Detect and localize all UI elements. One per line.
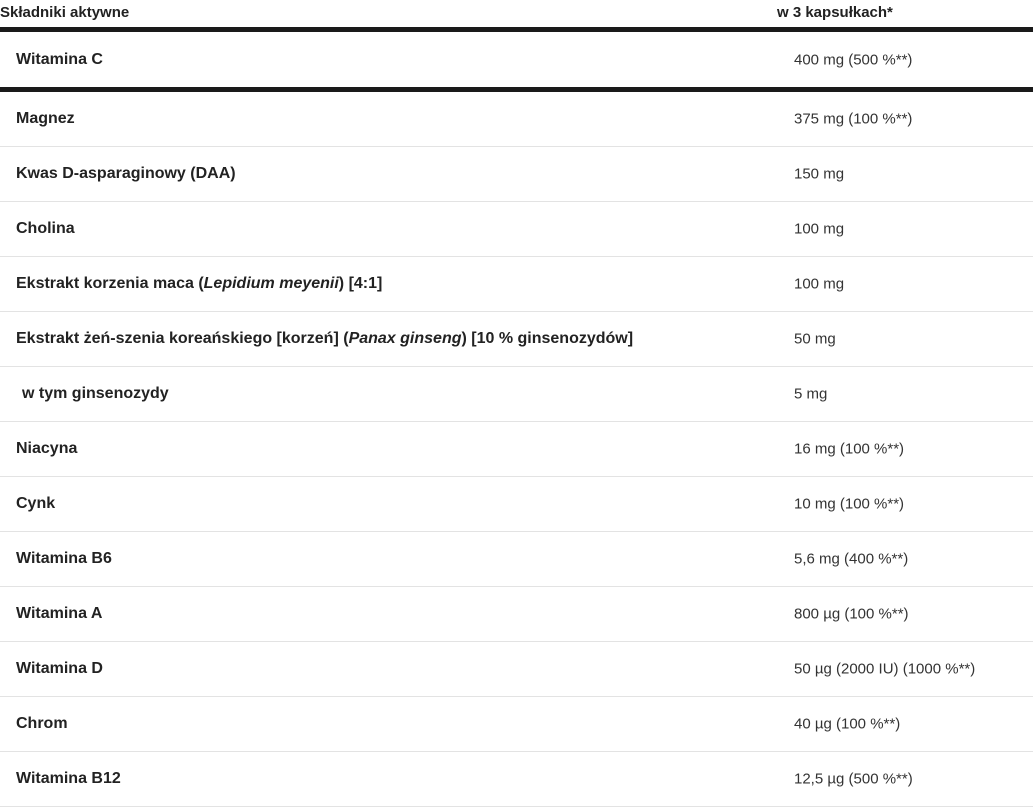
ingredient-amount: 800 µg (100 %**)	[794, 605, 909, 623]
ingredient-name: Magnez	[16, 110, 75, 127]
ingredient-latin-name: Panax ginseng	[348, 330, 462, 347]
ingredient-name: Cholina	[16, 220, 75, 237]
ingredient-amount: 150 mg	[794, 165, 845, 183]
table-row	[0, 367, 1033, 422]
ingredient-amount: 5,6 mg (400 %**)	[794, 550, 909, 568]
ingredient-name-part: Ekstrakt korzenia maca (	[16, 275, 204, 292]
ingredient-latin-name: Lepidium meyenii	[203, 275, 339, 292]
ingredient-amount: 100 mg	[794, 220, 845, 238]
table-row	[0, 257, 1033, 312]
ingredient-name: Chrom	[16, 715, 68, 732]
ingredient-amount: 375 mg (100 %**)	[794, 110, 913, 128]
table-row	[0, 312, 1033, 367]
table-row	[0, 532, 1033, 587]
ingredient-amount: 50 mg	[794, 330, 836, 348]
ingredient-name-part: Ekstrakt żeń-szenia koreańskiego [korzeń] (	[16, 330, 349, 347]
ingredient-amount: 50 µg (2000 IU) (1000 %**)	[794, 660, 976, 678]
ingredient-amount: 400 mg (500 %**)	[794, 51, 913, 68]
table-row	[0, 642, 1033, 697]
ingredient-name	[16, 275, 382, 293]
ingredient-name: Cynk	[16, 495, 56, 512]
ingredient-name: Witamina B12	[16, 770, 121, 787]
table-header-row	[0, 0, 1033, 32]
ingredient-amount: 12,5 µg (500 %**)	[794, 770, 913, 788]
table-row	[0, 92, 1033, 147]
ingredient-amount: 100 mg	[794, 275, 845, 293]
table-row	[0, 477, 1033, 532]
table-row	[0, 752, 1033, 807]
ingredient-name-part: ) [4:1]	[338, 275, 383, 292]
ingredient-name: Kwas D-asparaginowy (DAA)	[16, 165, 236, 182]
ingredient-name: Witamina C	[16, 50, 103, 68]
ingredient-amount: 40 µg (100 %**)	[794, 715, 901, 733]
table-row	[0, 697, 1033, 752]
table-row	[0, 422, 1033, 477]
ingredient-amount: 10 mg (100 %**)	[794, 495, 905, 513]
ingredient-amount: 16 mg (100 %**)	[794, 440, 905, 458]
amount-column-header: w 3 kapsułkach*	[777, 4, 893, 21]
ingredient-name	[16, 330, 633, 348]
ingredient-name: Witamina D	[16, 660, 103, 677]
ingredient-name: Witamina A	[16, 605, 103, 622]
table-row	[0, 202, 1033, 257]
ingredient-name-part: ) [10 % ginsenozydów]	[461, 330, 634, 347]
ingredient-name: Niacyna	[16, 440, 78, 457]
ingredient-amount: 5 mg	[794, 385, 828, 403]
ingredients-column-header: Składniki aktywne	[0, 4, 130, 21]
table-row	[0, 587, 1033, 642]
table-row	[0, 147, 1033, 202]
ingredient-name: Witamina B6	[16, 550, 112, 567]
ingredient-name: w tym ginsenozydy	[22, 385, 169, 402]
table-row	[0, 32, 1033, 92]
